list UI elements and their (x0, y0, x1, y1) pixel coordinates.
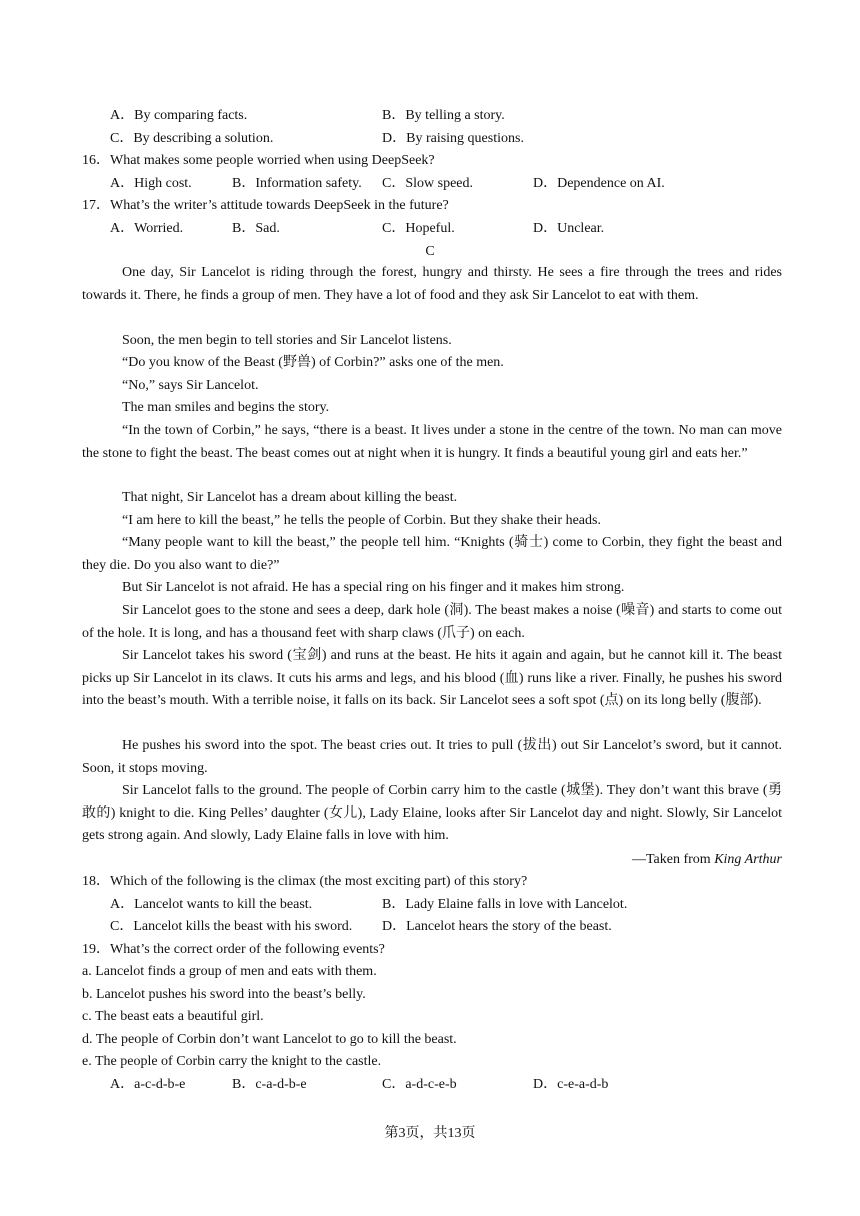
q19-event-e: e. The people of Corbin carry the knight to the castle. (82, 1054, 382, 1069)
q17-option-c: C．Hopeful. (382, 221, 455, 236)
q19-event-b: b. Lancelot pushes his sword into the beast’s belly. (82, 987, 366, 1002)
q18-option-c: C．Lancelot kills the beast with his sword. (110, 919, 353, 934)
q18-option-b: B．Lady Elaine falls in love with Lancelot. (382, 897, 628, 912)
passage-paragraph: Sir Lancelot goes to the stone and sees a deep, dark hole (洞). The beast makes a noise (噪音) and starts to come out of the hole. It is long, and has a thousand feet with sharp claws (爪子) on each. (82, 603, 782, 641)
section-label: C (425, 244, 435, 259)
q17-option-b: B．Sad. (232, 221, 280, 236)
q17-option-a: A．Worried. (110, 221, 184, 236)
q19-option-a: A．a-c-d-b-e (110, 1077, 186, 1092)
source-title: King Arthur (714, 852, 782, 867)
q19-option-b: B．c-a-d-b-e (232, 1077, 307, 1092)
passage-paragraph: That night, Sir Lancelot has a dream about killing the beast. (122, 490, 458, 505)
q17-option-d: D．Unclear. (533, 221, 605, 236)
q18-stem: 18．Which of the following is the climax (the most exciting part) of this story? (82, 874, 528, 889)
q16-option-a: A．High cost. (110, 176, 192, 191)
page-number-footer: 第3页，共13页 (384, 1126, 476, 1141)
q19-event-d: d. The people of Corbin don’t want Lancelot to go to kill the beast. (82, 1032, 457, 1047)
q18-option-d: D．Lancelot hears the story of the beast. (382, 919, 612, 934)
q15-option-b: B．By telling a story. (382, 108, 505, 123)
q15-option-c: C．By describing a solution. (110, 131, 274, 146)
passage-paragraph: “Do you know of the Beast (野兽) of Corbin?” asks one of the men. (122, 355, 504, 370)
passage-paragraph: “In the town of Corbin,” he says, “there is a beast. It lives under a stone in the centre of the town. No man can move the stone to fight the beast. The beast comes out at night when it is hungry. It finds a beautiful young girl and eats her.” (82, 423, 782, 461)
q15-option-a: A．By comparing facts. (110, 108, 248, 123)
q18-option-a: A．Lancelot wants to kill the beast. (110, 897, 313, 912)
q19-event-a: a. Lancelot finds a group of men and eats with them. (82, 964, 377, 979)
passage-paragraph: “Many people want to kill the beast,” the people tell him. “Knights (骑士) come to Corbin, they fight the beast and they die. Do you also want to die?” (82, 535, 782, 573)
q19-stem: 19．What’s the correct order of the following events? (82, 942, 385, 957)
passage-paragraph: One day, Sir Lancelot is riding through the forest, hungry and thirsty. He sees a fire through the trees and rides towards it. There, he finds a group of men. They have a lot of food and they ask Sir Lancelot to eat with them. (82, 265, 782, 303)
q19-option-d: D．c-e-a-d-b (533, 1077, 609, 1092)
q19-option-c: C．a-d-c-e-b (382, 1077, 457, 1092)
q16-option-c: C．Slow speed. (382, 176, 473, 191)
passage-paragraph: The man smiles and begins the story. (122, 400, 330, 415)
passage-paragraph: “No,” says Sir Lancelot. (122, 378, 259, 393)
q17-stem: 17．What’s the writer’s attitude towards DeepSeek in the future? (82, 198, 449, 213)
q16-option-b: B．Information safety. (232, 176, 362, 191)
q19-event-c: c. The beast eats a beautiful girl. (82, 1009, 264, 1024)
passage-paragraph: He pushes his sword into the spot. The beast cries out. It tries to pull (拔出) out Sir Lancelot’s sword, but it cannot. Soon, it stops moving. (82, 738, 782, 776)
q16-stem: 16．What makes some people worried when using DeepSeek? (82, 153, 435, 168)
passage-paragraph: “I am here to kill the beast,” he tells the people of Corbin. But they shake their heads. (122, 513, 601, 528)
passage-paragraph: But Sir Lancelot is not afraid. He has a special ring on his finger and it makes him strong. (122, 580, 625, 595)
passage-paragraph: Sir Lancelot falls to the ground. The people of Corbin carry him to the castle (城堡). They don’t want this brave (勇敢的) knight to die. King Pelles’ daughter (女儿), Lady Elaine, looks after Sir Lancelot day and night. Slowly, Sir Lancelot gets strong again. And slowly, Lady Elaine falls in love with him. (82, 783, 782, 843)
source-citation: —Taken from King Arthur (631, 852, 782, 867)
passage-paragraph: Sir Lancelot takes his sword (宝剑) and runs at the beast. He hits it again and again, but he cannot kill it. The beast picks up Sir Lancelot in its claws. It cuts his arms and legs, and his blood (血) runs like a river. Finally, he pushes his sword into the beast’s mouth. With a terrible noise, it falls on its back. Sir Lancelot sees a soft spot (点) on its long belly (腹部). (82, 648, 782, 708)
passage-paragraph: Soon, the men begin to tell stories and Sir Lancelot listens. (122, 333, 452, 348)
q15-option-d: D．By raising questions. (382, 131, 524, 146)
q16-option-d: D．Dependence on AI. (533, 176, 665, 191)
